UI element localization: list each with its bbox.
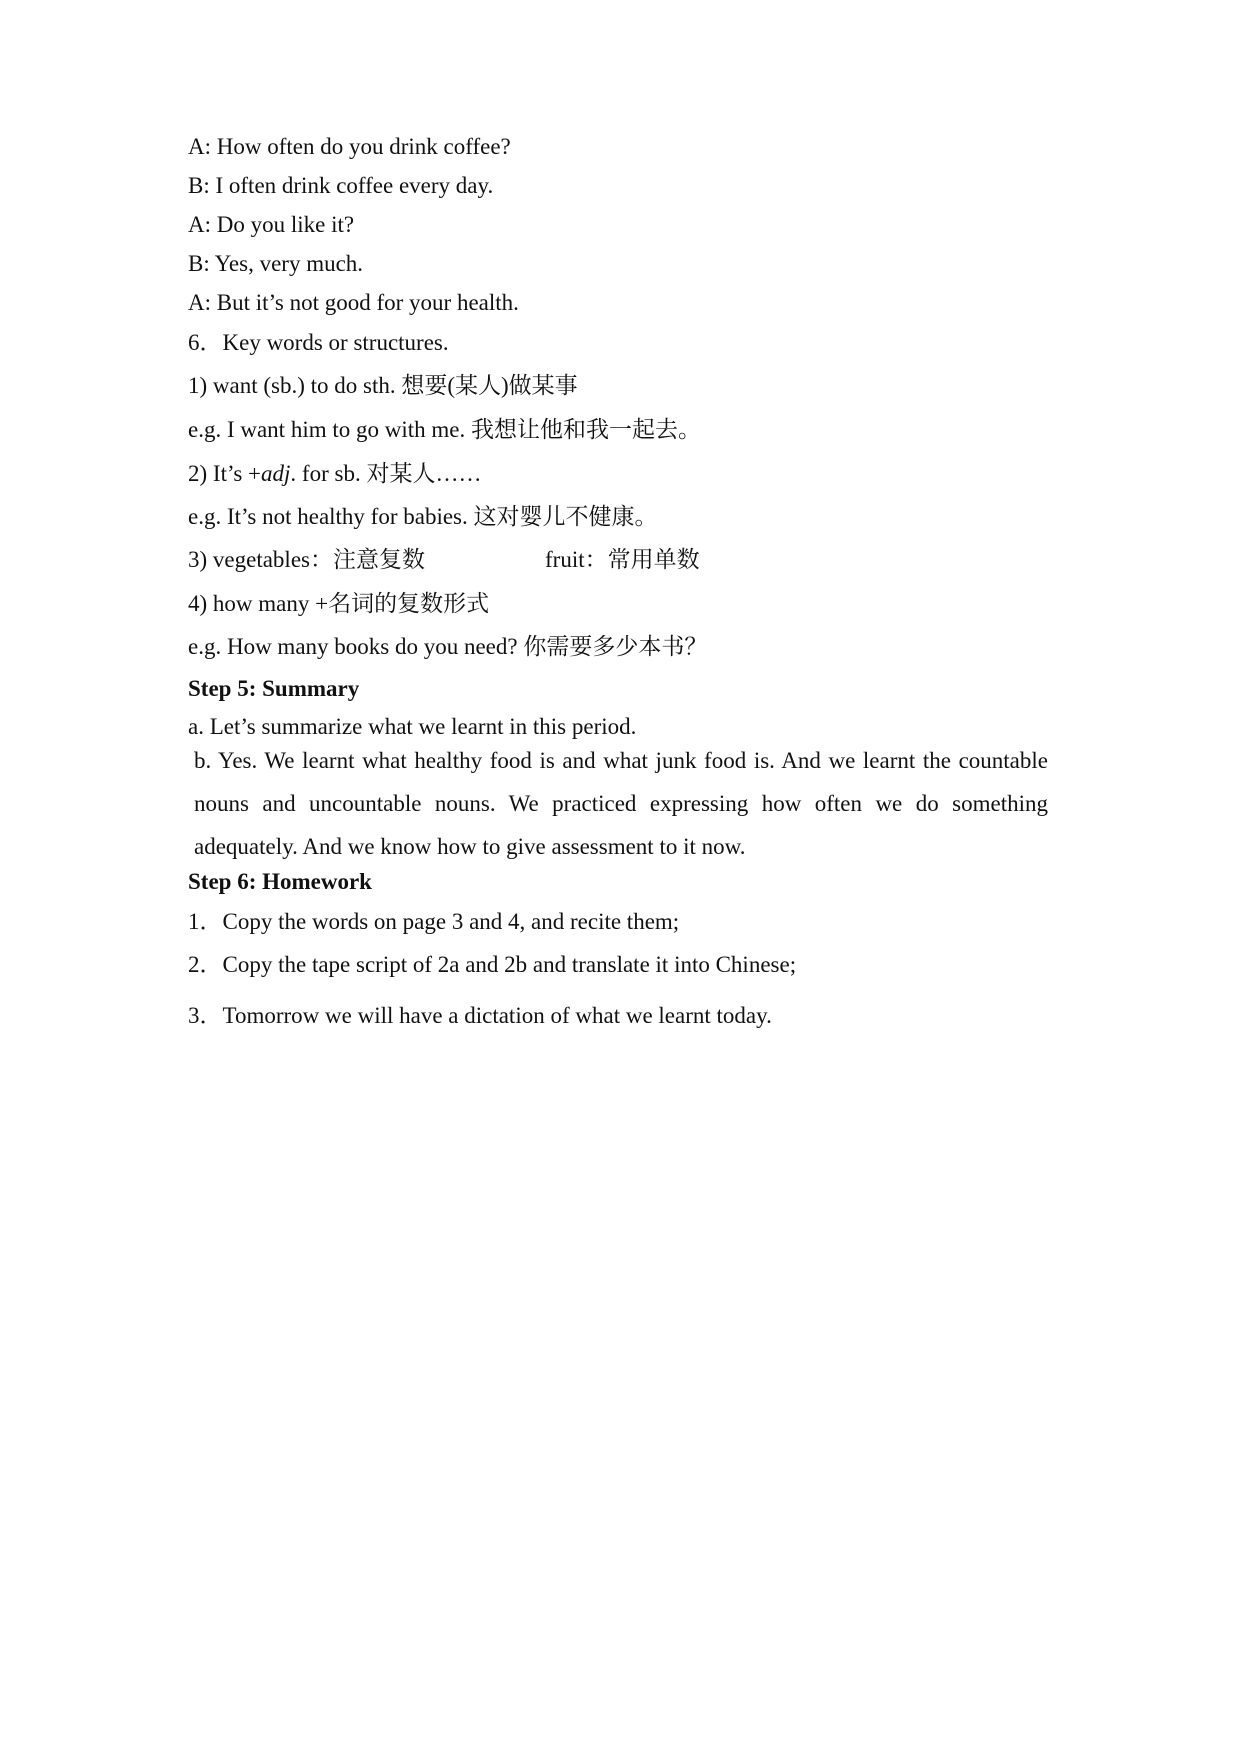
key-item-1: 1) want (sb.) to do sth. 想要(某人)做某事 (188, 373, 578, 398)
summary-heading: Step 5: Summary (188, 676, 360, 701)
key-item-2-prefix: 2) It’s + (188, 461, 262, 486)
homework-item-1: 1．Copy the words on page 3 and 4, and recite them; (188, 909, 680, 934)
key-item-2-adj: adj (261, 461, 291, 486)
dialogue-line-4: B: Yes, very much. (188, 251, 364, 276)
key-item-4: 4) how many +名词的复数形式 (188, 591, 490, 616)
homework-heading: Step 6: Homework (188, 869, 372, 894)
key-item-4-example: e.g. How many books do you need? 你需要多少本书？ (188, 634, 708, 659)
dialogue-line-5: A: But it’s not good for your health. (188, 290, 519, 315)
homework-item-2: 2．Copy the tape script of 2a and 2b and translate it into Chinese; (188, 952, 797, 977)
key-item-2-example: e.g. It’s not healthy for babies. 这对婴儿不健康。 (188, 504, 658, 529)
key-item-3-right: fruit：常用单数 (545, 547, 700, 572)
summary-b: b. Yes. We learnt what healthy food is and what junk food is. And we learnt the countable nouns and uncountable nouns. We practiced expressing how often we do something adequately. And we know how to give assessment to it now. (194, 748, 1048, 859)
homework-item-3: 3．Tomorrow we will have a dictation of what we learnt today. (188, 1003, 772, 1028)
key-item-2 (188, 459, 481, 489)
key-item-1-example: e.g. I want him to go with me. 我想让他和我一起去。 (188, 417, 701, 442)
dialogue-line-3: A: Do you like it? (188, 212, 355, 237)
dialogue-line-2: B: I often drink coffee every day. (188, 173, 494, 198)
key-words-heading: 6．Key words or structures. (188, 330, 449, 355)
summary-a: a. Let’s summarize what we learnt in this period. (188, 714, 637, 739)
key-item-2-suffix: . for sb. 对某人…… (290, 461, 482, 486)
key-item-3-left: 3) vegetables：注意复数 (188, 547, 425, 572)
dialogue-line-1: A: How often do you drink coffee? (188, 134, 511, 159)
